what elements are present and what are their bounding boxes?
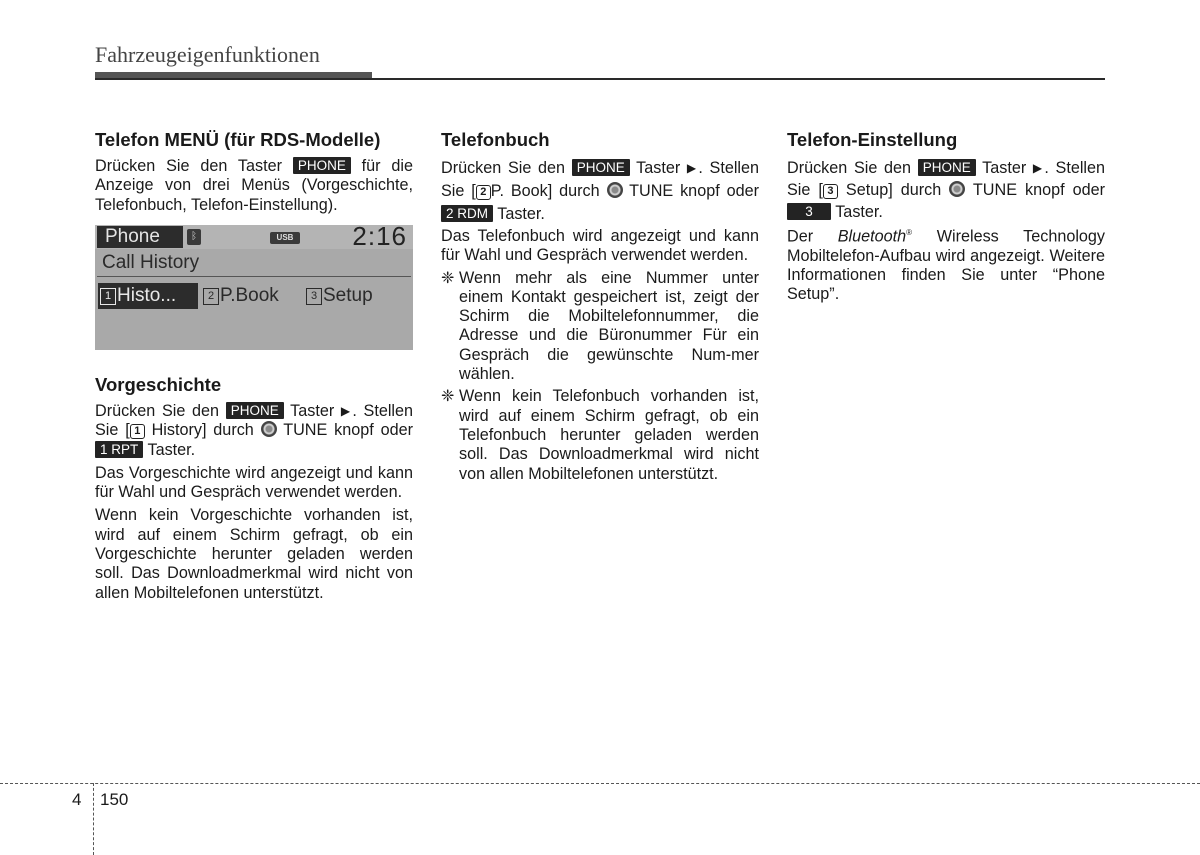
screen-phone-label: Phone: [97, 226, 183, 248]
history-empty-note: Wenn kein Vorgeschichte vorhanden ist, wird auf einem Schirm gefragt, ob ein Vorgeschichte herunter geladen werden soll. Das Downloadmerkmal wird nicht von allen Mobiltelefonen unterstützt.: [95, 506, 413, 602]
column-phone-menu: [95, 128, 413, 215]
phone-button-badge: PHONE: [293, 157, 351, 174]
screen-divider: [97, 276, 411, 277]
heading-phone-setup: Telefon-Einstellung: [787, 129, 958, 150]
arrow-right-icon: ▶: [686, 161, 699, 175]
bluetooth-icon: ᛒ: [187, 229, 201, 245]
rpt-button-badge: 1 RPT: [95, 441, 143, 458]
column-history: [95, 373, 413, 603]
button-3-badge: 3: [787, 203, 831, 220]
phone-button-badge: PHONE: [572, 159, 630, 176]
phone-setup-instructions: Drücken Sie den PHONE Taster ▶. Stellen Sie [ 3 Setup] durch TUNE knopf oder 3 Taster.: [787, 159, 1106, 221]
note-multiple-numbers: ❈ Wenn mehr als eine Nummer unter einem Kontakt gespeichert ist, zeigt der Schirm die Mobiltelefonnummer, die Adresse und die Büronummer Für ein Gespräch die gewünschte Num-mer wählen.: [441, 268, 759, 384]
tune-knob-icon: [261, 421, 277, 437]
history-description: Das Vorgeschichte wird angezeigt und kann für Wahl und Gespräch verwendet werden.: [95, 463, 413, 502]
header-rule: [95, 78, 1105, 80]
number-3-icon: 3: [823, 184, 838, 199]
note-mark: ❈: [441, 387, 455, 406]
footer-vertical-divider: [93, 783, 94, 855]
tune-knob-icon: [607, 182, 623, 198]
arrow-right-icon: ▶: [1032, 161, 1045, 175]
usb-icon: USB: [270, 232, 300, 244]
chapter-number: 4: [72, 790, 82, 809]
footer-divider: [0, 783, 1200, 784]
screen-menu-setup: 3 Setup: [306, 283, 373, 309]
heading-history: Vorgeschichte: [95, 374, 222, 395]
phone-button-badge: PHONE: [226, 402, 284, 419]
page-number: 150: [100, 790, 129, 809]
tune-knob-icon: [949, 181, 965, 197]
screen-clock: 2:16: [352, 225, 407, 251]
rdm-button-badge: 2 RDM: [441, 205, 493, 222]
note-mark: ❈: [441, 268, 455, 287]
phonebook-description: Das Telefonbuch wird angezeigt und kann für Wahl und Gespräch verwendet werden.: [441, 227, 759, 265]
screen-menu-history: 1 Histo...: [98, 283, 198, 309]
page-section-title: Fahrzeugeigenfunktionen: [95, 42, 320, 67]
screen-call-history-title: Call History: [102, 252, 200, 273]
heading-phone-menu: Telefon MENÜ (für RDS-Modelle): [95, 129, 381, 150]
heading-phonebook: Telefonbuch: [441, 129, 550, 150]
phone-setup-description: Der Bluetooth® Wireless Technology Mobiltelefon-Aufbau wird angezeigt. Weitere Informationen finden Sie unter “Phone Setup”.: [787, 227, 1106, 304]
phone-button-badge: PHONE: [918, 159, 976, 176]
column-phonebook: [441, 128, 759, 484]
number-1-icon: 1: [130, 424, 145, 439]
head-unit-screen-image: [95, 225, 413, 350]
phonebook-instructions: Drücken Sie den PHONE Taster ▶. Stellen Sie [ 2 P. Book] durch TUNE knopf oder 2 RDM Taster.: [441, 159, 760, 223]
screen-menu-pbook: 2 P.Book: [203, 283, 279, 309]
arrow-right-icon: ▶: [340, 404, 353, 418]
column-phone-setup: [787, 128, 1105, 305]
phone-menu-intro: Drücken Sie den Taster PHONE für die Anzeige von drei Menüs (Vorgeschichte, Telefonbuch, Telefon-Einstellung).: [95, 157, 413, 214]
history-instructions: Drücken Sie den PHONE Taster ▶. Stellen Sie [ 1 History] durch TUNE knopf oder 1 RPT Taster.: [95, 402, 414, 459]
note-no-phonebook: ❈ Wenn kein Telefonbuch vorhanden ist, wird auf einem Schirm gefragt, ob ein Telefonbuch herunter geladen werden soll. Das Downloadmerkmal wird nicht von allen Mobiltelefonen unterstützt.: [441, 387, 759, 483]
number-2-icon: 2: [476, 185, 491, 200]
